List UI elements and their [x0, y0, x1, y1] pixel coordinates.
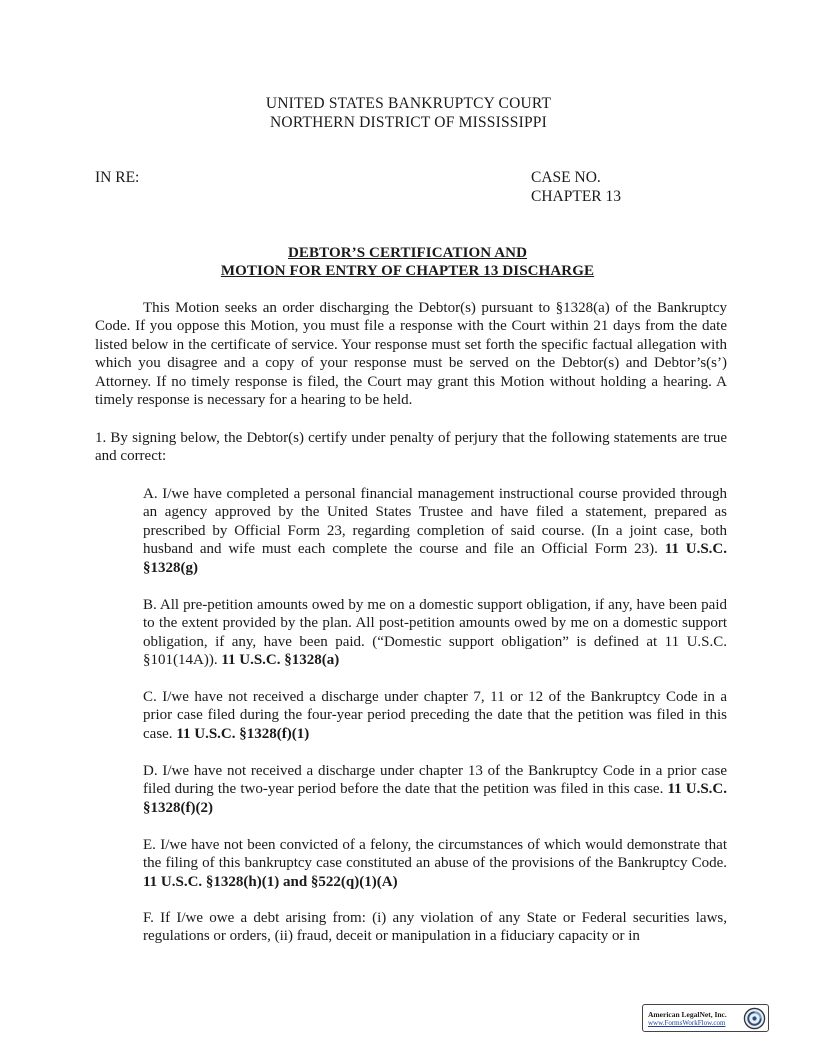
item-text: E. I/we have not been convicted of a felony, the circumstances of which would demonstrate that the filing of this bankruptcy case constituted an abuse of the provisions of the Bankruptcy Code. [143, 837, 727, 872]
certification-item-c [143, 688, 727, 743]
court-district: NORTHERN DISTRICT OF MISSISSIPPI [270, 114, 547, 131]
item-text: A. I/we have completed a personal financial management instructional course provided through an agency approved by the United States Trustee and have filed a statement, prepared as prescribed by Official Form 23, regarding completion of said course. (In a joint case, both husband and wife must each complete the course and file an Official Form 23). [143, 486, 727, 558]
case-block [531, 168, 621, 206]
brand-name: American LegalNet, Inc. [648, 1010, 727, 1019]
item-text: C. I/we have not received a discharge under chapter 7, 11 or 12 of the Bankruptcy Code in a prior case filed during the four-year period preceding the date that the petition was filed in this case. [143, 689, 727, 742]
document-title [0, 244, 815, 280]
in-re-label: IN RE: [95, 169, 140, 186]
certification-item-f [143, 909, 727, 946]
certification-statement: 1. By signing below, the Debtor(s) certify under penalty of perjury that the following statements are true and correct: [95, 430, 727, 465]
certification-item-a [143, 485, 727, 577]
certification-item-b [143, 596, 727, 670]
item-citation: 11 U.S.C. §1328(f)(2) [143, 781, 727, 816]
court-header [0, 94, 815, 132]
brand-url-link[interactable]: www.FormsWorkFlow.com [648, 1019, 726, 1027]
item-citation: 11 U.S.C. §1328(h)(1) and §522(q)(1)(A) [143, 873, 398, 890]
footer-logo[interactable] [642, 1004, 769, 1032]
item-citation: 11 U.S.C. §1328(g) [143, 541, 727, 576]
court-name: UNITED STATES BANKRUPTCY COURT [265, 95, 552, 112]
title-line-2: MOTION FOR ENTRY OF CHAPTER 13 DISCHARGE [220, 263, 595, 279]
globe-icon [743, 1007, 766, 1030]
certification-item-d [143, 762, 727, 817]
item-text: F. If I/we owe a debt arising from: (i) any violation of any State or Federal securities laws, regulations or orders, (ii) fraud, deceit or manipulation in a fiduciary capacity or in [143, 910, 727, 945]
chapter-label: CHAPTER 13 [531, 188, 621, 205]
case-number-label: CASE NO. [531, 169, 601, 186]
item-citation: 11 U.S.C. §1328(a) [221, 652, 340, 669]
title-line-1: DEBTOR’S CERTIFICATION AND [287, 245, 528, 261]
certification-item-e [143, 836, 727, 891]
item-citation: 11 U.S.C. §1328(f)(1) [176, 725, 310, 742]
item-text: D. I/we have not received a discharge under chapter 13 of the Bankruptcy Code in a prior case filed during the two-year period before the date that the petition was filed in this case. [143, 763, 727, 798]
item-text: B. All pre-petition amounts owed by me on a domestic support obligation, if any, have been paid to the extent provided by the plan. All post-petition amounts owed by me on a domestic support obligation, if any, have been paid. (“Domestic support obligation” is defined at 11 U.S.C. §101(14A)). [143, 597, 727, 669]
intro-paragraph: This Motion seeks an order discharging the Debtor(s) pursuant to §1328(a) of the Bankruptcy Code. If you oppose this Motion, you must file a response with the Court within 21 days from the date listed below in the certificate of service. Your response must set forth the specific factual allegation with which you disagree and a copy of your response must be served on the Debtor(s) and Debtor’s(s’) Attorney. If no timely response is filed, the Court may grant this Motion without holding a hearing. A timely response is necessary for a hearing to be held. [95, 300, 727, 409]
